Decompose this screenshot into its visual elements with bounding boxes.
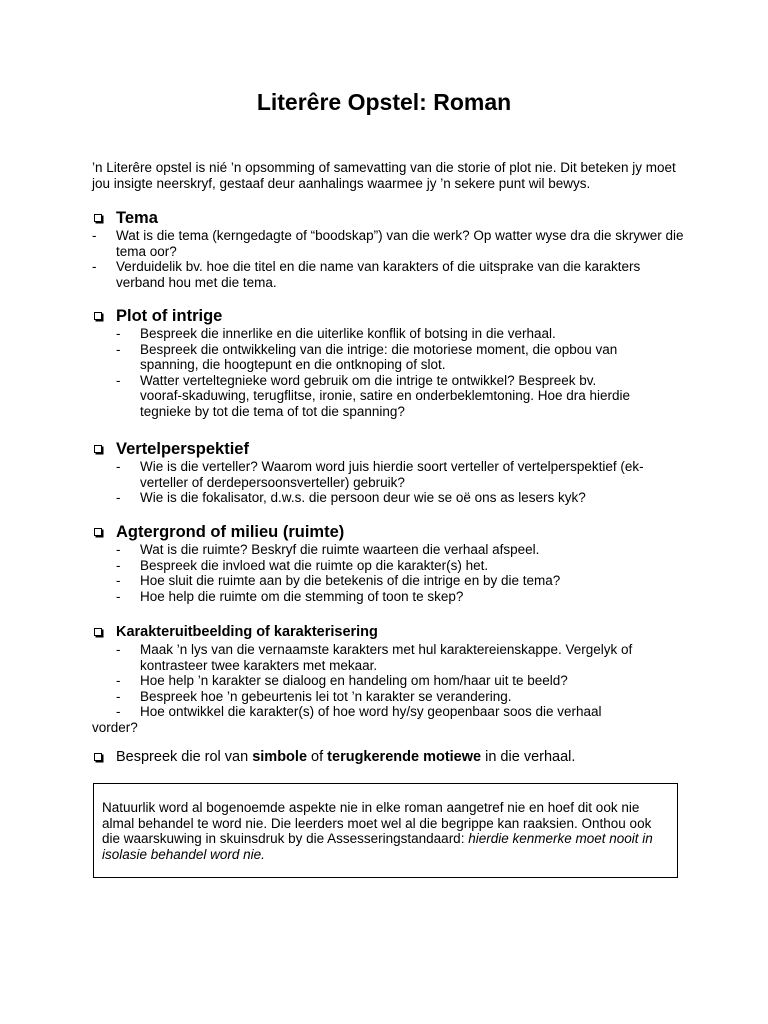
section-heading	[92, 522, 692, 542]
checkbox-bullet-icon	[94, 753, 102, 761]
checkbox-bullet-icon	[94, 628, 102, 636]
list-item: - Hoe sluit die ruimte aan by die betekenis of die intrige en by die tema?	[116, 573, 561, 588]
section-title: Vertelperspektief	[116, 440, 249, 458]
list-item: - Wat is die ruimte? Beskryf die ruimte waarteen die verhaal afspeel.	[116, 542, 540, 557]
checkbox-bullet-icon	[94, 312, 102, 320]
checkbox-bullet-icon	[94, 214, 102, 222]
list-item: - Bespreek die ontwikkeling van die intrige: die motoriese moment, die opbou van spanning, die hoogtepunt en die ontknoping of slot.	[116, 341, 618, 372]
list-item: - Wie is die verteller? Waarom word juis hierdie soort verteller of vertelperspektief (ek-verteller of derdepersoonsverteller) gebruik?	[116, 459, 644, 490]
list-item: - Hoe help die ruimte om die stemming of toon te skep?	[116, 588, 464, 604]
section-simbole	[92, 748, 692, 766]
list-item: - Bespreek die invloed wat die ruimte op die karakter(s) het.	[116, 557, 489, 573]
section-title: Agtergrond of milieu (ruimte)	[116, 523, 345, 541]
page-title: Literêre Opstel: Roman	[256, 89, 512, 115]
section-agtergrond	[92, 522, 692, 604]
section-heading	[92, 622, 692, 642]
item-list	[92, 642, 672, 720]
section-tema	[92, 208, 692, 290]
section-karakter	[92, 622, 692, 735]
list-item: - Wie is die fokalisator, d.w.s. die persoon deur wie se oë ons as lesers kyk?	[116, 490, 586, 505]
intro-paragraph: ’n Literêre opstel is nié ’n opsomming of samevatting van die storie of plot nie. Dit beteken jy moet jou insigte neerskryf, gestaaf deur aanhalings waarmee jy ’n sekere punt wil bewys.	[92, 160, 676, 191]
list-item: - Watter verteltegnieke word gebruik om die intrige te ontwikkel? Bespreek bv. vooraf-skaduwing, terugflitse, ironie, satire en onderbeklemtoning. Hoe dra hierdie tegnieke by tot die tema of tot die spanning?	[116, 372, 631, 419]
list-item: - Maak ’n lys van die vernaamste karakters met hul karaktereienskappe. Vergelyk of kontrasteer twee karakters met mekaar.	[116, 642, 633, 673]
item-list	[92, 459, 682, 506]
section-heading	[92, 439, 692, 459]
section-heading	[92, 208, 692, 228]
symbol-line: Bespreek die rol van simbole of terugkerende motiewe in die verhaal.	[92, 748, 692, 766]
section-vertelperspektief	[92, 439, 692, 506]
list-item: - Wat is die tema (kerngedagte of “boodskap”) van die werk? Op watter wyse dra die skrywer die tema oor?	[92, 228, 684, 259]
note-box	[93, 783, 678, 878]
section-title: Karakteruitbeelding of karakterisering	[116, 624, 378, 640]
checkbox-bullet-icon	[94, 445, 102, 453]
section-title: Tema	[116, 209, 158, 227]
list-item: - Bespreek hoe ’n gebeurtenis lei tot ’n karakter se verandering.	[116, 688, 512, 704]
note-text: Natuurlik word al bogenoemde aspekte nie in elke roman aangetref nie en hoef dit ook nie almal behandel te word nie. Die leerders moet wel al die begrippe kan raaksien. Onthou ook die waarskuwing in skuinsdruk by die Assesseringstandaard:	[102, 800, 652, 846]
list-item: - Bespreek die innerlike en die uiterlike konflik of botsing in die verhaal.	[116, 326, 556, 341]
list-item: - Hoe help ’n karakter se dialoog en handeling om hom/haar uit te beeld?	[116, 673, 568, 688]
checkbox-bullet-icon	[94, 528, 102, 536]
item-list	[92, 228, 692, 290]
list-item-continuation: vorder?	[92, 719, 138, 735]
note-italic: hierdie kenmerke moet nooit in isolasie behandel word nie.	[102, 831, 653, 862]
section-heading	[92, 306, 692, 326]
list-item: - Verduidelik bv. hoe die titel en die name van karakters of die uitsprake van die karakters verband hou met die tema.	[92, 259, 641, 290]
list-item: - Hoe ontwikkel die karakter(s) of hoe word hy/sy geopenbaar soos die verhaal	[116, 704, 602, 719]
section-title: Plot of intrige	[116, 307, 223, 325]
item-list	[92, 542, 692, 604]
section-plot	[92, 306, 692, 419]
item-list	[92, 326, 632, 419]
